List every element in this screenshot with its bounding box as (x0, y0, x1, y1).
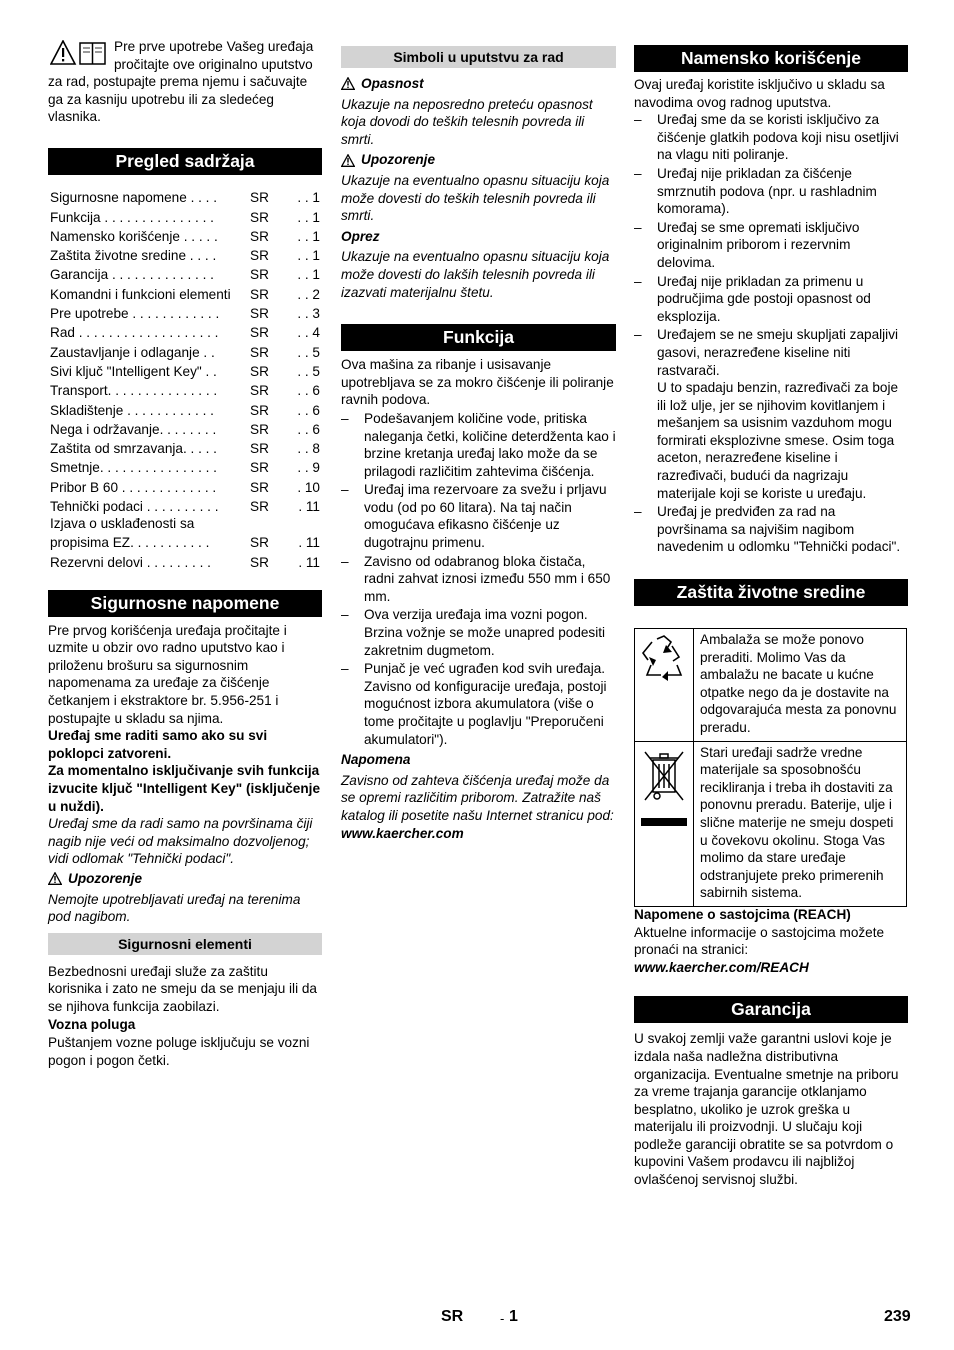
toc-entry-title: Zaštita od smrzavanja. . . . . (50, 441, 217, 457)
toc-row (50, 361, 320, 380)
toc-row (50, 438, 320, 457)
safety-elements-heading: Sigurnosni elementi (48, 933, 322, 955)
note-label: Napomena (341, 752, 411, 768)
toc-row (50, 322, 320, 341)
toc-entry-lang: SR (250, 248, 269, 264)
toc-row (50, 399, 320, 418)
list-item: – Uređaj nije prikladan za primenu u područjima gde postoji opasnost od eksplozija. (634, 273, 908, 326)
toc-entry-lang: SR (250, 421, 269, 437)
toc-entry-title: Sivi ključ "Intelligent Key" . . (50, 363, 217, 379)
toc-entry-page: . . 3 (297, 306, 320, 322)
warning-triangle-icon (48, 872, 62, 885)
column-right (634, 38, 908, 1189)
list-item: – Uređaj sme da se koristi isključivo za čišćenje glatkih podova koji nisu osetljivi na vlagu niti poliranje. (634, 111, 908, 164)
toc-row (50, 457, 320, 476)
list-item: – Uređaj se sme opremati isključivo originalnim priborom i rezervnim delovima. (634, 219, 908, 272)
safety-heading: Sigurnosne napomene (48, 590, 322, 617)
toc-entry-title: propisima EZ. . . . . . . . . . . (50, 535, 210, 551)
toc-entry-lang: SR (250, 363, 269, 379)
toc-entry-lang: SR (250, 460, 269, 476)
note-url[interactable]: www.kaercher.com (341, 825, 464, 841)
safety-elements-text: Bezbednosni uređaji služe za zaštitu korisnika i zato ne smeju da se menjaju ili da se njihova funkcija zaobilazi. (48, 963, 317, 1014)
safety-bold-1: Uređaj sme raditi samo ako su svi poklopci zatvoreni. (48, 728, 268, 761)
toc-row (50, 419, 320, 438)
safety-paragraph: Pre prvog korišćenja uređaja pročitajte i uzmite u obzir ovo radno uputstvo kao i priloženu brošuru sa sigurnosnim napomenama za uređaje za čišćenje četkanjem i ekstraktore br. 5.956-251 i postupajte u skladu sa njima. (48, 622, 287, 726)
toc-entry-title: Garancija . . . . . . . . . . . . . . (50, 267, 214, 283)
caution-label: Oprez (341, 228, 380, 244)
toc-entry-page: . . 1 (297, 209, 320, 225)
toc-entry-page: . . 1 (297, 190, 320, 206)
toc-entry-page: . . 6 (297, 421, 320, 437)
toc-entry-page: . . 6 (297, 402, 320, 418)
lever-heading: Vozna poluga (48, 1017, 136, 1033)
list-item: – Punjač je već ugrađen kod svih uređaja. Zavisno od konfiguracije uređaja, postoji mogućnost izbora akumulatora (više o tome pročitajte u poglavlju "Preporučeni akumulatori"). (341, 660, 616, 748)
toc-entry-title: Komandni i funkcioni elementi (50, 286, 231, 302)
toc-entry-lang: SR (250, 554, 269, 570)
function-list (341, 410, 616, 748)
crossed-bin-icon (639, 746, 689, 826)
toc-row (50, 226, 320, 245)
toc-row (50, 515, 320, 532)
toc-entry-page: . . 1 (297, 267, 320, 283)
reach-url[interactable]: www.kaercher.com/REACH (634, 959, 809, 975)
toc-entry-page: . . 4 (297, 325, 320, 341)
toc-row (50, 303, 320, 322)
table-of-contents (50, 187, 320, 571)
intended-use-extra: U to spadaju benzin, razređivači za boje ili lož ulje, jer se njihovim kovitlanjem i mešanjem sa usisnim vazduhom mogu formirati eksplozivne smese. Osim toga aceton, nerazređene kiseline i razređivači, budući da nagrizaju materijale koji se koriste u uređaju. (657, 380, 899, 501)
function-paragraph: Ova mašina za ribanje i usisavanje upotrebljava se za mokro čišćenje ili poliranje ravnih podova. (341, 357, 614, 408)
toc-entry-title: Zaštita životne sredine . . . . (50, 248, 217, 264)
toc-entry-page: . 11 (298, 535, 320, 551)
toc-entry-lang: SR (250, 267, 269, 283)
toc-entry-page: . 10 (297, 479, 320, 495)
weee-icon-cell (635, 741, 694, 906)
reach-heading: Napomene o sastojcima (REACH) (634, 906, 851, 922)
toc-entry-lang: SR (250, 306, 269, 322)
intended-use-heading: Namensko korišćenje (634, 45, 908, 72)
footer-separator: - (500, 1311, 505, 1326)
safety-bold-2: Za momentalno isključivanje svih funkcija izvucite ključ "Intelligent Key" (isključenje u nuždi). (48, 763, 321, 814)
toc-entry-title: Funkcija . . . . . . . . . . . . . . . (50, 209, 214, 225)
toc-entry-lang: SR (250, 209, 269, 225)
warning2-label: Upozorenje (361, 152, 436, 168)
toc-entry-page: . . 5 (297, 344, 320, 360)
footer-page-number: 1 (509, 1308, 518, 1325)
toc-row (50, 283, 320, 302)
toc-row (50, 187, 320, 206)
warning2-text: Ukazuje na eventualno opasnu situaciju koja može dovesti do teških telesnih povreda ili smrti. (341, 172, 610, 224)
toc-entry-title: Tehnički podaci . . . . . . . . . . (50, 499, 219, 515)
list-item: – Uređajem se ne smeju skupljati zapaljivi gasovi, nerazređene kiseline niti rastvarači. (634, 326, 908, 379)
toc-entry-title: Sigurnosne napomene . . . . (50, 190, 218, 206)
toc-entry-lang: SR (250, 383, 269, 399)
list-item: – Ova verzija uređaja ima vozni pogon. Brzina vožnje se može unapred podesiti zakretnim dugmetom. (341, 606, 616, 659)
toc-heading: Pregled sadržaja (48, 148, 322, 175)
toc-entry-title: Rezervni delovi . . . . . . . . . (50, 554, 211, 570)
toc-entry-lang: SR (250, 190, 269, 206)
toc-entry-title: Zaustavljanje i odlaganje . . (50, 344, 215, 360)
weee-text: Stari uređaji sadrže vredne materijale sa sposobnošću recikliranja i treba ih dostaviti za ponovnu preradu. Baterije, ulje i slične materije ne smeju dospeti u čovekovu okolinu. Stoga Vas molimo da stare uređaje odstranjujete preko primerenih sabirnih sistema. (694, 741, 907, 906)
footer-total-page: 239 (884, 1308, 911, 1325)
danger-heading (341, 75, 616, 93)
intended-use-paragraph: Ovaj uređaj koristite isključivo u skladu sa navodima ovog radnog uputstva. (634, 77, 885, 110)
toc-entry-page: . . 5 (297, 363, 320, 379)
toc-entry-title: Rad . . . . . . . . . . . . . . . . . . . (50, 325, 219, 341)
toc-entry-page: . 11 (298, 554, 320, 570)
toc-entry-page: . . 2 (297, 286, 320, 302)
warning-triangle-icon (341, 154, 355, 167)
toc-entry-title: Smetnje. . . . . . . . . . . . . . . . (50, 460, 217, 476)
toc-entry-lang: SR (250, 499, 269, 515)
toc-entry-page: . . 1 (297, 248, 320, 264)
footer-language: SR (441, 1308, 464, 1325)
recycle-text: Ambalaža se može ponovo preraditi. Molimo Vas da ambalažu ne bacate u kućne otpatke nego da je dostavite na odgovarajuća mesta za ponovnu preradu. (694, 629, 907, 742)
toc-entry-title: Pre upotrebe . . . . . . . . . . . . (50, 306, 220, 322)
danger-text: Ukazuje na neposredno preteću opasnost koja dovodi do teških telesnih povreda ili smrti. (341, 96, 593, 147)
toc-entry-page: . . 9 (297, 460, 320, 476)
toc-row (50, 206, 320, 225)
safety-italic: Uređaj sme da radi samo na površinama čiji nagib nije veći od maksimalno dozvoljenog; vidi odlomak "Tehnički podaci". (48, 816, 313, 867)
toc-entry-lang (250, 515, 290, 532)
toc-row (50, 551, 320, 570)
toc-entry-lang: SR (250, 535, 269, 551)
intended-use-list (634, 111, 908, 379)
list-item: – Zavisno od odabranog bloka čistača, radni zahvat iznosi između 550 mm i 650 mm. (341, 553, 616, 606)
toc-entry-page: . . 8 (297, 441, 320, 457)
toc-row (50, 380, 320, 399)
warning2-heading (341, 151, 616, 169)
function-heading: Funkcija (341, 324, 616, 351)
toc-entry-lang: SR (250, 402, 269, 418)
danger-label: Opasnost (361, 76, 424, 91)
intended-use-list-last (634, 503, 908, 556)
toc-entry-title: Izjava o usklađenosti sa (50, 516, 195, 532)
warranty-heading: Garancija (634, 996, 908, 1023)
column-left (48, 38, 322, 1069)
warning-label: Upozorenje (68, 870, 143, 886)
toc-entry-title: Transport. . . . . . . . . . . . . . . (50, 383, 218, 399)
toc-entry-title: Namensko korišćenje . . . . . (50, 228, 218, 244)
warning-heading (48, 870, 322, 888)
toc-entry-title: Nega i održavanje. . . . . . . . (50, 421, 217, 437)
caution-text: Ukazuje na eventualno opasnu situaciju koja može dovesti do lakših telesnih povreda ili izazvati materijalnu štetu. (341, 249, 610, 300)
environment-table (634, 628, 907, 907)
environment-heading: Zaštita životne sredine (634, 579, 908, 606)
toc-entry-page (290, 515, 320, 532)
recycle-icon (639, 633, 689, 685)
toc-entry-lang: SR (250, 286, 269, 302)
note-text: Zavisno od zahteva čišćenja uređaj može da se opremi različitim priborom. Zatražite naš katalog ili posetite našu Internet stranicu pod: (341, 772, 614, 823)
toc-entry-lang: SR (250, 479, 269, 495)
toc-row (50, 476, 320, 495)
toc-row (50, 245, 320, 264)
table-row (635, 629, 907, 742)
list-item: – Uređaj ima rezervoare za svežu i prljavu vodu (od po 60 litara). Na taj način omogućava efikasno čišćenje uz dugotrajnu primenu. (341, 481, 616, 551)
intro-text: Pre prve upotrebe Vašeg uređaja pročitajte ove originalno uputstvo za rad, postupajte prema njemu i sačuvajte ga za kasniju upotrebu ili za sledećeg vlasnika. (48, 39, 314, 125)
toc-entry-page: . . 1 (297, 228, 320, 244)
toc-entry-page: . 11 (298, 499, 320, 515)
toc-entry-lang: SR (250, 228, 269, 244)
symbols-heading: Simboli u uputstvu za rad (341, 46, 616, 68)
toc-row (50, 264, 320, 283)
intro-block (48, 38, 322, 126)
danger-triangle-icon (341, 77, 355, 90)
lever-text: Puštanjem vozne poluge isključuju se vozni pogon i pogon četki. (48, 1035, 310, 1068)
toc-entry-page: . . 6 (297, 383, 320, 399)
recycle-icon-cell (635, 629, 694, 742)
column-middle (341, 38, 616, 842)
list-item: – Podešavanjem količine vode, pritiska naleganja četki, količine deterdženta kao i brzine kretanja uređaj lako može da se prilagodi različitim zahtevima čišćenja. (341, 410, 616, 480)
reach-text: Aktuelne informacije o sastojcima možete pronaći na stranici: (634, 924, 885, 958)
toc-entry-lang: SR (250, 441, 269, 457)
warranty-text: U svakoj zemlji važe garantni uslovi koje je izdala naša nadležna distributivna organizacija. Eventualne smetnje na priboru za vreme trajanja garancije otklanjamo besplatno, ukoliko je uzrok greška u materijalu ili proizvodnji. U slučaju koji podleže garanciji obratite se sa potvrdom o kupovini Vašem prodavcu ili najbližoj ovlašćenoj servisnoj službi. (634, 1031, 899, 1188)
toc-entry-lang: SR (250, 325, 269, 341)
toc-entry-title: Skladištenje . . . . . . . . . . . . (50, 402, 214, 418)
table-row (635, 741, 907, 906)
toc-row (50, 341, 320, 360)
warning-book-icon (50, 40, 108, 66)
toc-entry-lang: SR (250, 344, 269, 360)
toc-entry-title: Pribor B 60 . . . . . . . . . . . . . (50, 479, 217, 495)
list-item: – Uređaj je predviđen za rad na površinama sa najvišim nagibom navedenim u odlomku "Tehnički podaci". (634, 503, 908, 556)
list-item: – Uređaj nije prikladan za čišćenje smrznutih podova (npr. u rashladnim komorama). (634, 165, 908, 218)
toc-row (50, 532, 320, 551)
warning-text: Nemojte upotrebljavati uređaj na terenima pod nagibom. (48, 891, 301, 925)
toc-row (50, 496, 320, 515)
